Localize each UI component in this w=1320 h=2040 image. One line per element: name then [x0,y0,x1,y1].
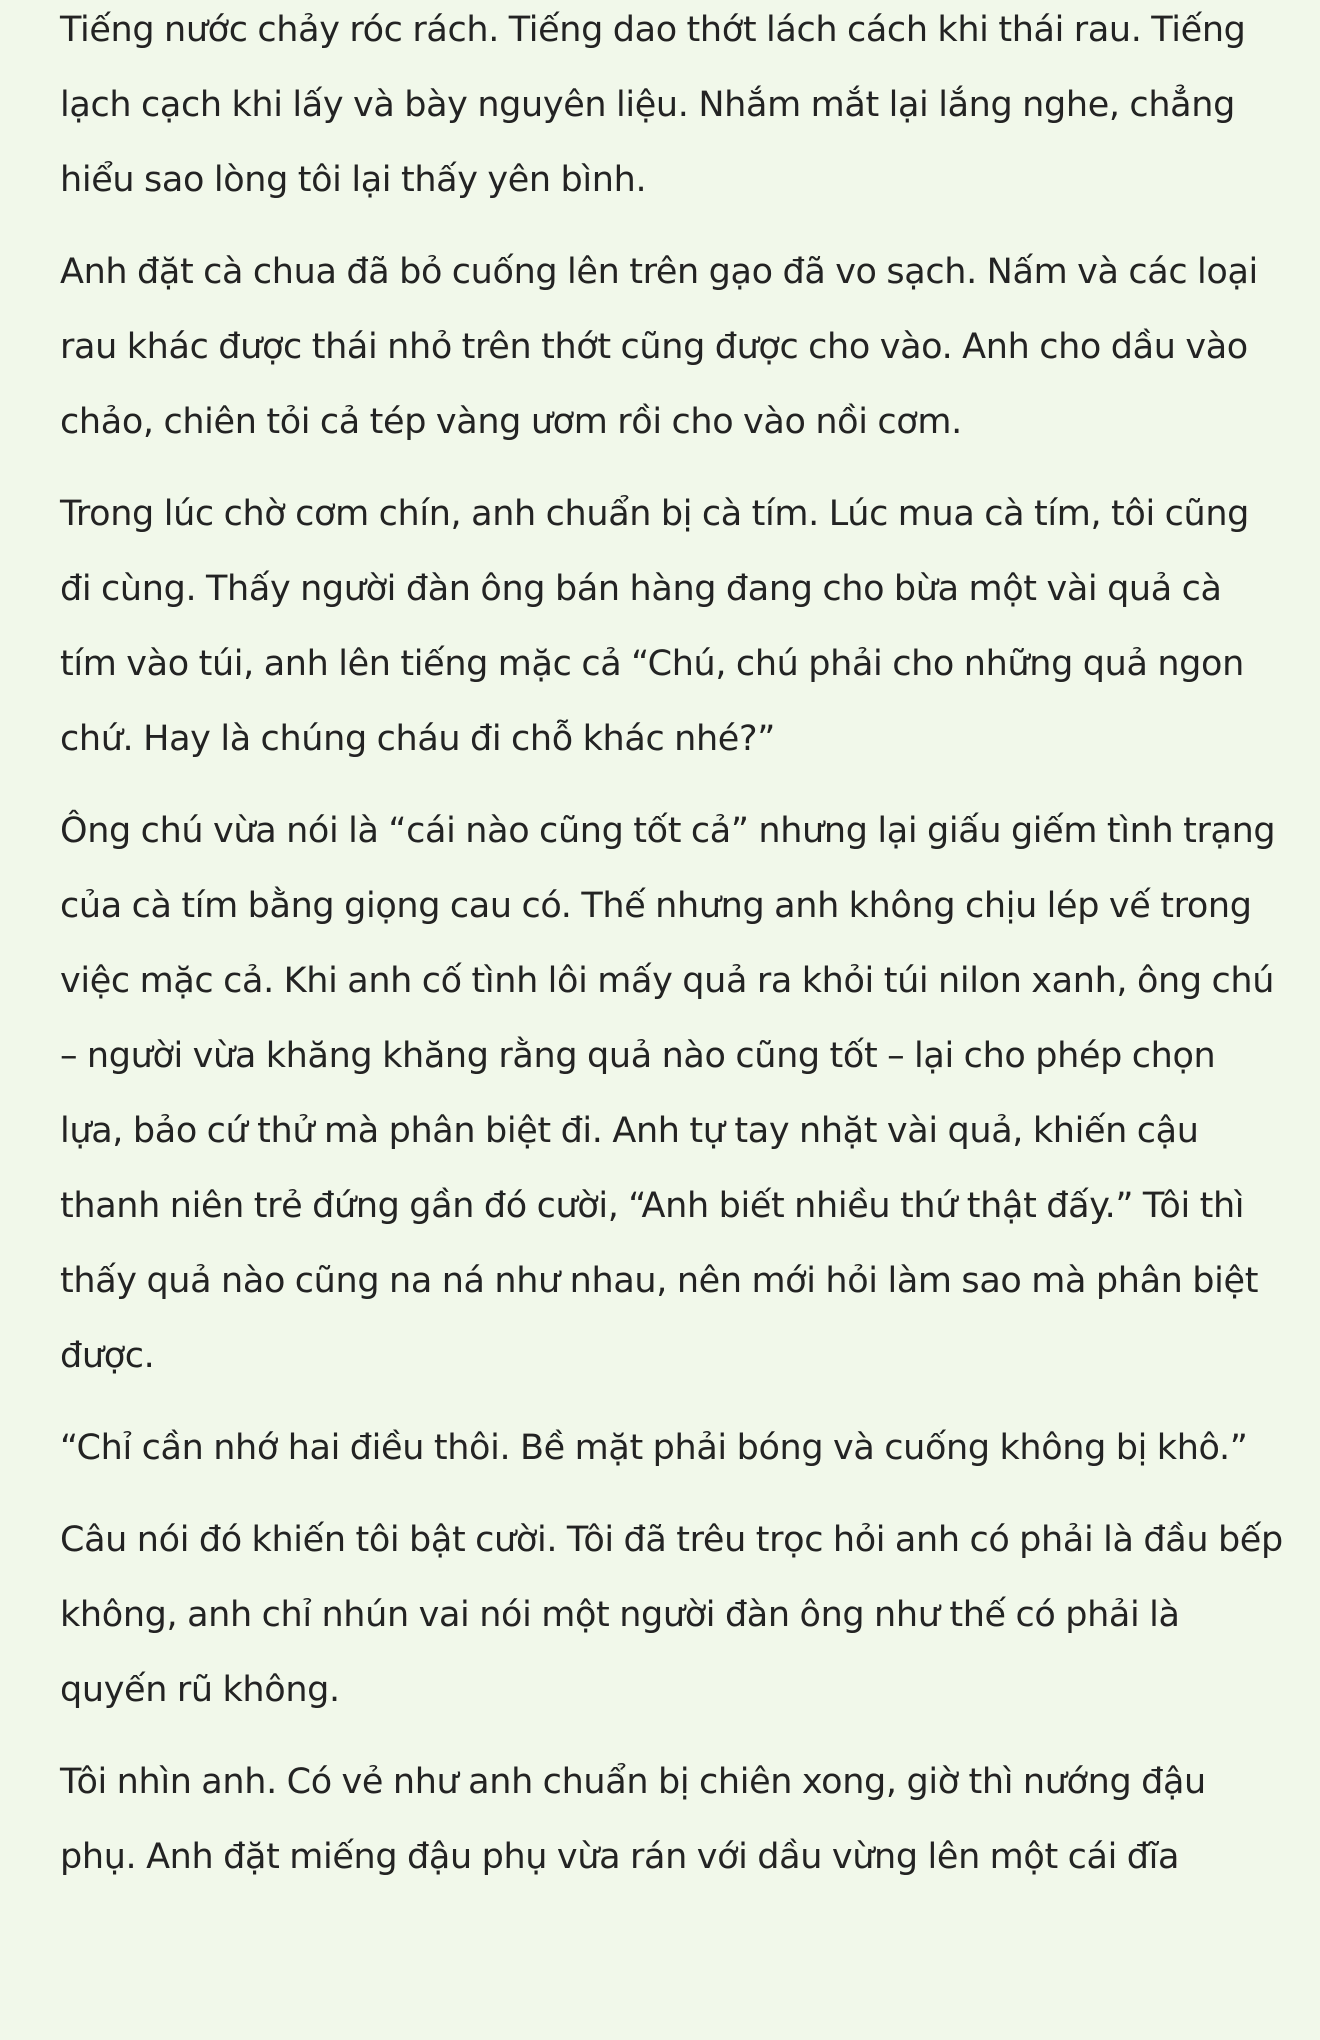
paragraph: Trong lúc chờ cơm chín, anh chuẩn bị cà tím. Lúc mua cà tím, tôi cũng đi cùng. Thấy người đàn ông bán hàng đang cho bừa một vài quả cà tím vào túi, anh lên tiếng mặc cả “Chú, chú phải cho những quả ngon chứ. Hay là chúng cháu đi chỗ khác nhé?” [60,494,1250,759]
paragraph: Tiếng nước chảy róc rách. Tiếng dao thớt lách cách khi thái rau. Tiếng lạch cạch khi lấy và bày nguyên liệu. Nhắm mắt lại lắng nghe, chẳng hiểu sao lòng tôi lại thấy yên bình. [60,10,1246,200]
paragraph: Ông chú vừa nói là “cái nào cũng tốt cả” nhưng lại giấu giếm tình trạng của cà tím bằng giọng cau có. Thế nhưng anh không chịu lép vế trong việc mặc cả. Khi anh cố tình lôi mấy quả ra khỏi túi nilon xanh, ông chú – người vừa khăng khăng rằng quả nào cũng tốt – lại cho phép chọn lựa, bảo cứ thử mà phân biệt đi. Anh tự tay nhặt vài quả, khiến cậu thanh niên trẻ đứng gần đó cười, “Anh biết nhiều thứ thật đấy.” Tôi thì thấy quả nào cũng na ná như nhau, nên mới hỏi làm sao mà phân biệt được. [60,811,1276,1376]
paragraph: “Chỉ cần nhớ hai điều thôi. Bề mặt phải bóng và cuống không bị khô.” [60,1428,1248,1468]
story-text [60,0,1285,1912]
paragraph: Tôi nhìn anh. Có vẻ như anh chuẩn bị chiên xong, giờ thì nướng đậu phụ. Anh đặt miếng đậu phụ vừa rán với dầu vừng lên một cái đĩa [60,1762,1206,1877]
paragraph: Anh đặt cà chua đã bỏ cuống lên trên gạo đã vo sạch. Nấm và các loại rau khác được thái nhỏ trên thớt cũng được cho vào. Anh cho dầu vào chảo, chiên tỏi cả tép vàng ươm rồi cho vào nồi cơm. [60,252,1258,442]
paragraph: Câu nói đó khiến tôi bật cười. Tôi đã trêu trọc hỏi anh có phải là đầu bếp không, anh chỉ nhún vai nói một người đàn ông như thế có phải là quyến rũ không. [60,1520,1283,1710]
